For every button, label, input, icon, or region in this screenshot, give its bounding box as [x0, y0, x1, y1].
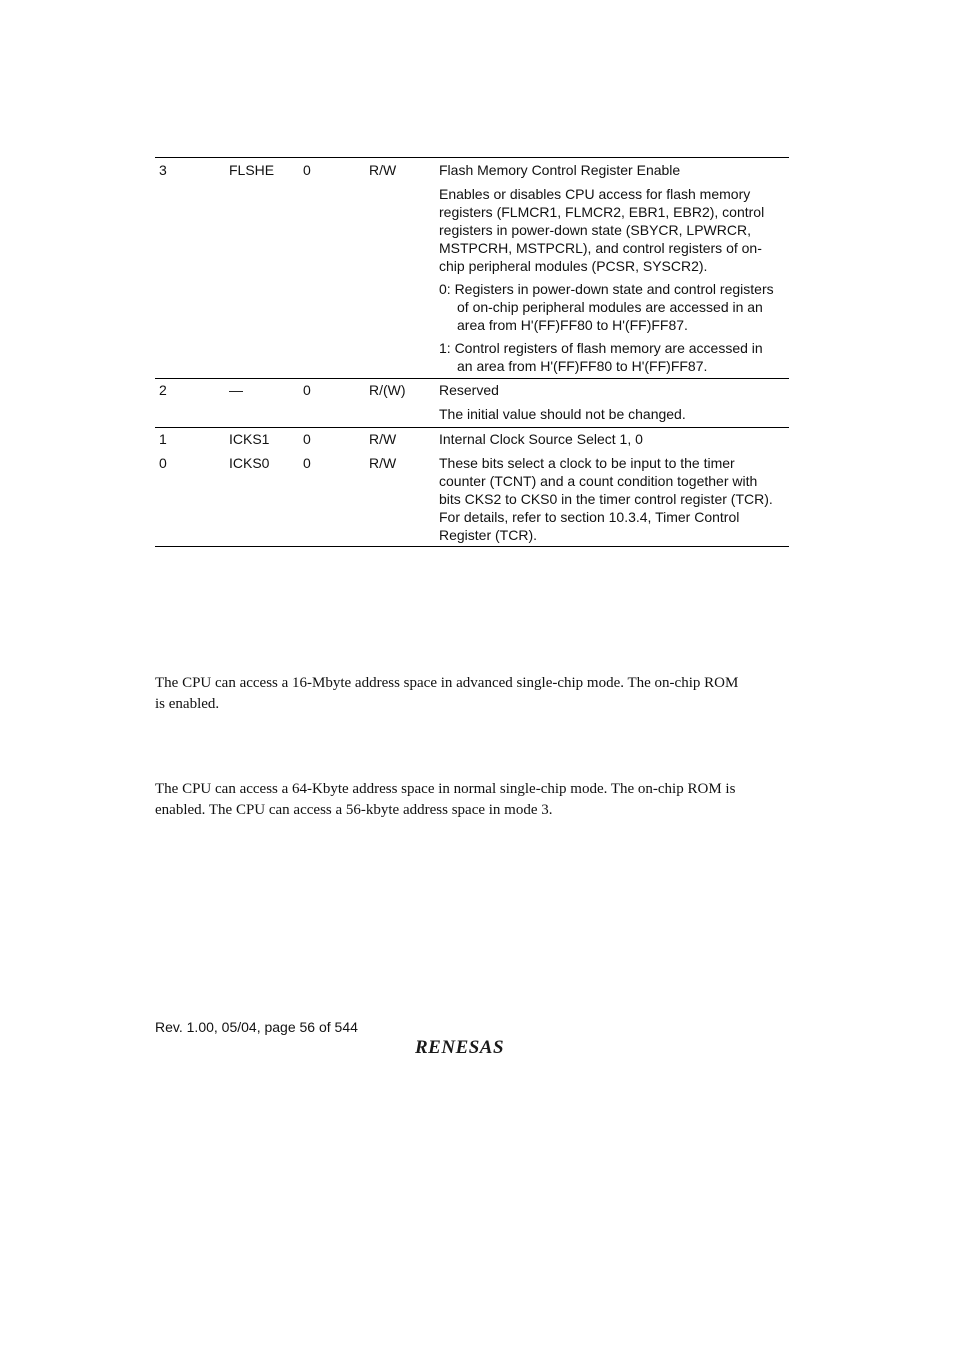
table-row-divider: [155, 427, 789, 428]
bit-number: 3: [159, 162, 167, 178]
initial-value: 0: [303, 382, 311, 398]
page-footer-info: Rev. 1.00, 05/04, page 56 of 544: [155, 1019, 358, 1035]
bit-number: 2: [159, 382, 167, 398]
renesas-logo-text: RENESAS: [415, 1037, 505, 1058]
description-title: Reserved: [439, 382, 499, 398]
description-text: Enables or disables CPU access for flash memory registers (FLMCR1, FLMCR2, EBR1, EBR2), control registers in power-down state (SBYCR, LPWRCR, MSTPCRH, MSTPCRL), and control registers of on- chip peripheral modules (PCSR, SYSCR2).: [439, 186, 765, 274]
initial-value: 0: [303, 162, 311, 178]
bit-name: ICKS0: [229, 455, 270, 471]
table-top-rule: [155, 157, 789, 158]
description-title: Flash Memory Control Register Enable: [439, 162, 681, 178]
read-write: R/W: [369, 455, 397, 471]
read-write: R/W: [369, 431, 397, 447]
table-row-divider: [155, 378, 789, 379]
description-text: The initial value should not be changed.: [439, 406, 686, 422]
bit-name: —: [229, 382, 243, 398]
description-option-0: 0: Registers in power-down state and control registers of on-chip peripheral modules are accessed in an area from H'(FF)FF80 to H'(FF)FF87.: [439, 281, 774, 333]
read-write: R/W: [369, 162, 397, 178]
paragraph-advanced-mode: The CPU can access a 16-Mbyte address space in advanced single-chip mode. The on-chip ROM is enabled.: [155, 675, 739, 712]
description-text: These bits select a clock to be input to the timer counter (TCNT) and a count condition together with bits CKS2 to CKS0 in the timer control register (TCR). For details, refer to section 10.3.4, Timer Control Register (TCR).: [439, 455, 773, 543]
bit-number: 0: [159, 455, 167, 471]
bit-number: 1: [159, 431, 167, 447]
paragraph-normal-mode: The CPU can access a 64-Kbyte address space in normal single-chip mode. The on-chip ROM is enabled. The CPU can access a 56-kbyte address space in mode 3.: [155, 781, 736, 818]
description-option-1: 1: Control registers of flash memory are accessed in an area from H'(FF)FF80 to H'(FF)FF87.: [439, 340, 763, 374]
table-bottom-rule: [155, 546, 789, 547]
bit-name: FLSHE: [229, 162, 275, 178]
initial-value: 0: [303, 455, 311, 471]
read-write: R/(W): [369, 382, 406, 398]
renesas-logo: [413, 1034, 535, 1058]
description-title: Internal Clock Source Select 1, 0: [439, 431, 643, 447]
bit-name: ICKS1: [229, 431, 270, 447]
initial-value: 0: [303, 431, 311, 447]
